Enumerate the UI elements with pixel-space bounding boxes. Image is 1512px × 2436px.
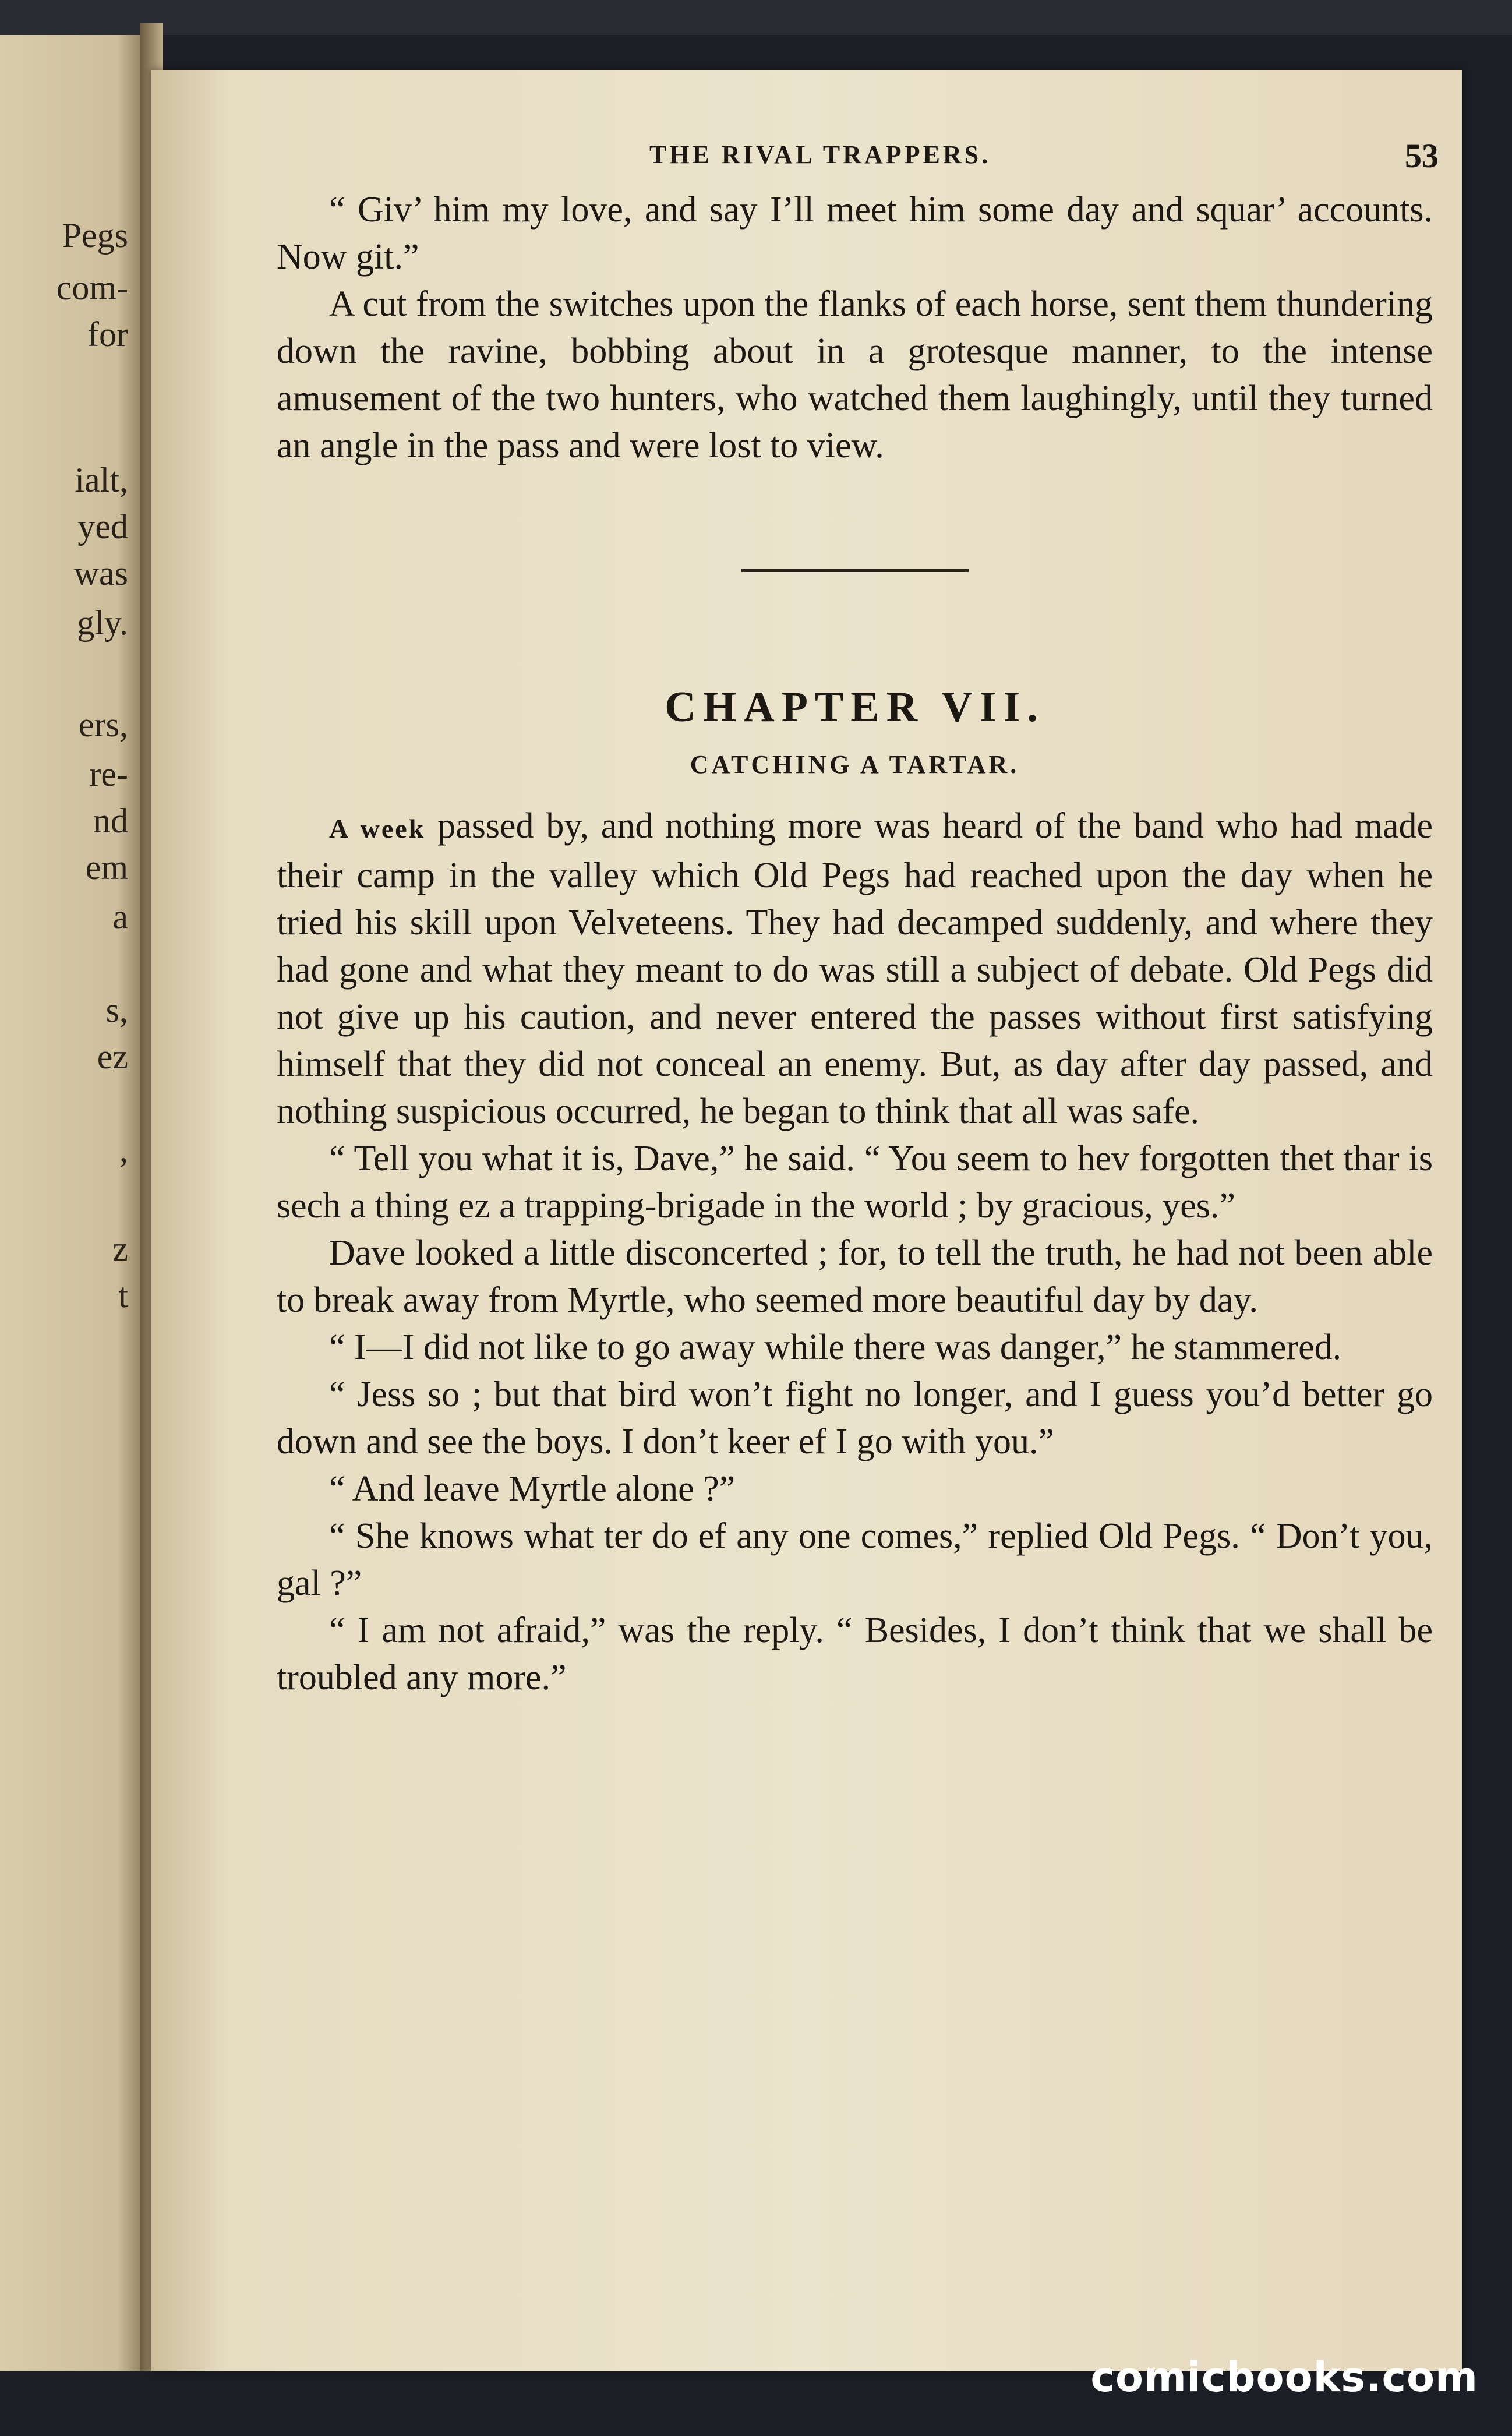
left-page-fragment: t bbox=[118, 1276, 128, 1315]
left-page-fragment: Pegs bbox=[62, 216, 128, 255]
paragraph: “ And leave Myrtle alone ?” bbox=[329, 1469, 736, 1509]
paragraph: “ I am not afraid,” was the reply. “ Besides, I don’t think that we shall be troubled any more.” bbox=[277, 1611, 1433, 1697]
left-page-fragment: ialt, bbox=[75, 461, 128, 499]
left-page-fragment: ers, bbox=[79, 705, 128, 744]
paragraph: “ Jess so ; but that bird won’t fight no longer, and I guess you’d better go down and see the boys. I don’t keer ef I go with you.” bbox=[277, 1375, 1433, 1461]
left-page-fragment: em bbox=[85, 848, 128, 887]
paragraph: “ She knows what ter do ef any one comes,” replied Old Pegs. “ Don’t you, gal ?” bbox=[277, 1516, 1433, 1603]
left-page-fragment: for bbox=[87, 315, 128, 354]
left-page-fragment: was bbox=[73, 554, 128, 592]
left-page-fragment: z bbox=[112, 1230, 128, 1268]
paragraph-text: passed by, and nothing more was heard of the band who had made their camp in the valley which Old Pegs had reached upon the day when he tried his skill upon Velveteens. They had decamped suddenly, and where they had gone and what they meant to do was still a subject of debate. Old Pegs did not give up his caution, and never entered the passes without first satisfying himself that they did not conceal an enemy. But, as day after day passed, and nothing suspicious occurred, he began to think that all was safe. bbox=[277, 806, 1433, 1131]
paragraph bbox=[277, 803, 1433, 1135]
left-page-fragment: , bbox=[119, 1131, 128, 1169]
chapter-title: CHAPTER VII. bbox=[665, 683, 1045, 731]
left-page-fragment: nd bbox=[93, 802, 128, 840]
page-content bbox=[277, 137, 1439, 1701]
running-title: THE RIVAL TRAPPERS. bbox=[649, 140, 991, 169]
left-page-fragment: s, bbox=[105, 991, 128, 1029]
paragraph: A cut from the switches upon the flanks of each horse, sent them thundering down the ravine, bobbing about in a grotesque manner, to the intense amusement of the two hunters, who watched them laughingly, until they turned an angle in the pass and were lost to view. bbox=[277, 284, 1433, 465]
left-page-edge bbox=[0, 35, 146, 2371]
page-number: 53 bbox=[1405, 137, 1439, 175]
paragraph: Dave looked a little disconcerted ; for, to tell the truth, he had not been able to break away from Myrtle, who seemed more beautiful day by day. bbox=[277, 1233, 1433, 1320]
left-page-fragment: a bbox=[112, 898, 128, 936]
left-page-fragment: yed bbox=[77, 507, 128, 546]
watermark-text: comicbooks.com bbox=[1090, 2353, 1478, 2401]
left-page-fragment: ez bbox=[97, 1037, 128, 1076]
paragraph: “ I—I did not like to go away while there was danger,” he stammered. bbox=[329, 1328, 1342, 1367]
paragraph-lead: A week bbox=[329, 814, 426, 843]
paragraph: “ Giv’ him my love, and say I’ll meet him some day and squar’ accounts. Now git.” bbox=[277, 190, 1433, 277]
left-page-fragment: gly. bbox=[77, 603, 128, 642]
running-header bbox=[277, 137, 1439, 186]
book-page bbox=[151, 70, 1462, 2371]
scan-background bbox=[0, 0, 1512, 35]
left-page-fragment: re- bbox=[89, 755, 128, 793]
paragraph: “ Tell you what it is, Dave,” he said. “ You seem to hev forgotten thet thar is sech a thing ez a trapping-brigade in the world ; by gracious, yes.” bbox=[277, 1139, 1433, 1226]
left-page-fragment: com- bbox=[56, 269, 128, 307]
chapter-subtitle: CATCHING A TARTAR. bbox=[690, 750, 1020, 779]
